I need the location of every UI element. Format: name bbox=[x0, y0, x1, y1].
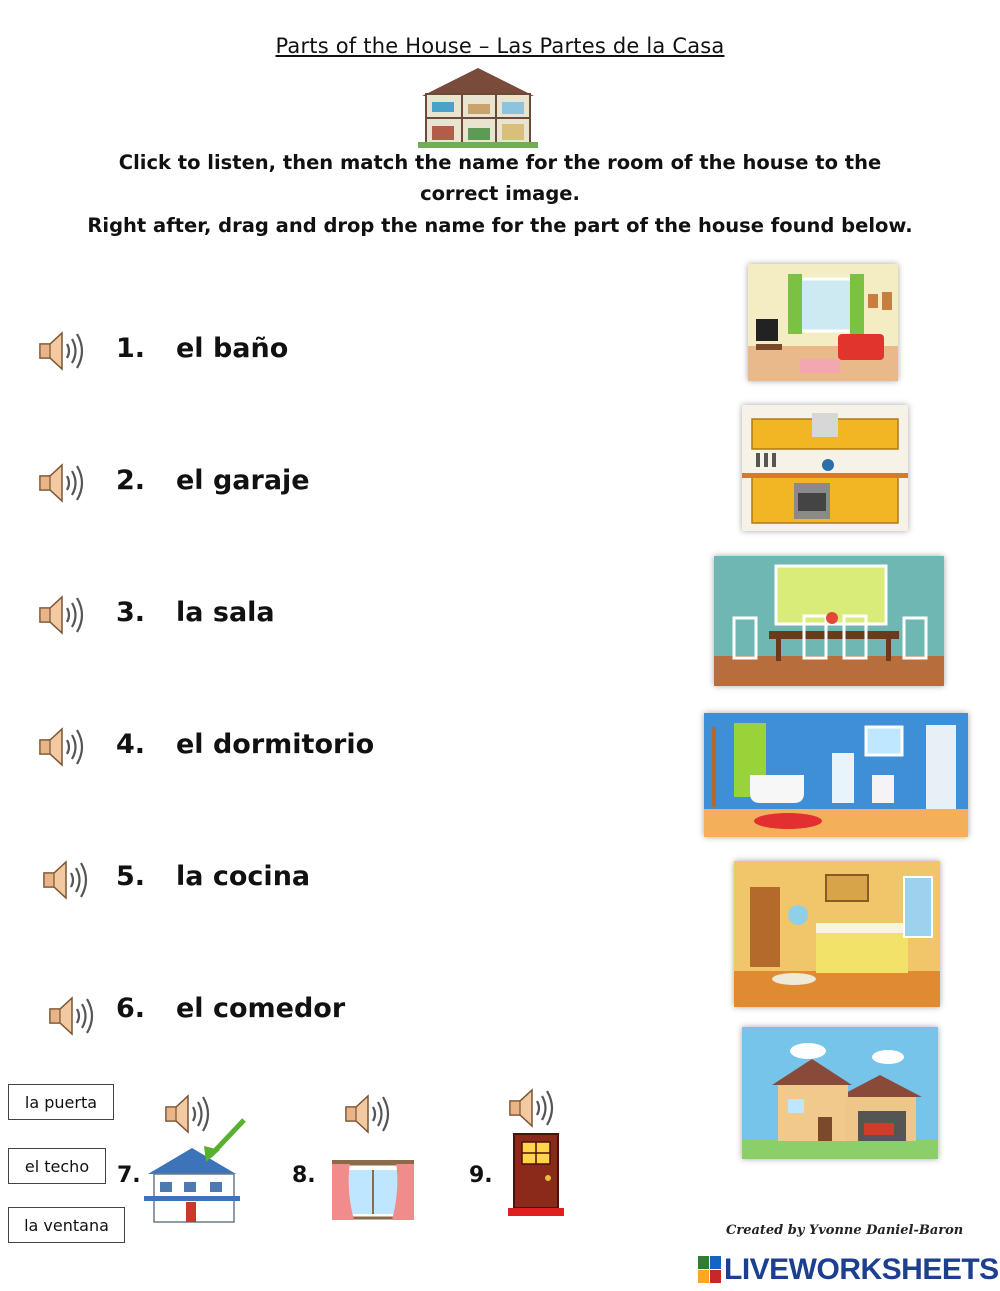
bathroom-image[interactable] bbox=[704, 713, 968, 837]
speaker-icon[interactable] bbox=[506, 1084, 560, 1132]
speaker-icon[interactable] bbox=[36, 327, 90, 375]
item-word[interactable]: el comedor bbox=[176, 993, 346, 1024]
item-number: 5. bbox=[116, 861, 146, 892]
speaker-icon[interactable] bbox=[36, 459, 90, 507]
page-title: Parts of the House – Las Partes de la Casa bbox=[275, 34, 725, 58]
item-number: 2. bbox=[116, 465, 146, 496]
item-number: 4. bbox=[116, 729, 146, 760]
part-number: 8. bbox=[292, 1163, 316, 1188]
instruction-line-3: Right after, drag and drop the name for the part of the house found below. bbox=[87, 214, 913, 237]
drag-tag-techo[interactable]: el techo bbox=[8, 1148, 106, 1184]
item-number: 3. bbox=[116, 597, 146, 628]
house-roof-arrow-image bbox=[140, 1118, 246, 1224]
item-word[interactable]: la cocina bbox=[176, 861, 311, 892]
house-cutaway-image bbox=[418, 66, 538, 148]
item-word[interactable]: la sala bbox=[176, 597, 275, 628]
instruction-line-2: correct image. bbox=[420, 182, 580, 205]
liveworksheets-logo-icon bbox=[698, 1256, 722, 1284]
drag-tag-ventana[interactable]: la ventana bbox=[8, 1207, 125, 1243]
house-exterior-image[interactable] bbox=[742, 1027, 938, 1159]
door-image bbox=[508, 1132, 564, 1218]
part-number: 9. bbox=[469, 1163, 493, 1188]
window-image bbox=[332, 1160, 414, 1224]
drag-tag-puerta[interactable]: la puerta bbox=[8, 1084, 114, 1120]
credit-text: Created by Yvonne Daniel-Baron bbox=[726, 1223, 964, 1238]
living-room-image[interactable] bbox=[748, 264, 898, 381]
dining-room-image[interactable] bbox=[714, 556, 944, 686]
speaker-icon[interactable] bbox=[40, 856, 94, 904]
speaker-icon[interactable] bbox=[36, 723, 90, 771]
speaker-icon[interactable] bbox=[342, 1090, 396, 1138]
item-word[interactable]: el garaje bbox=[176, 465, 310, 496]
item-word[interactable]: el baño bbox=[176, 333, 289, 364]
speaker-icon[interactable] bbox=[46, 992, 100, 1040]
liveworksheets-brand[interactable]: LIVEWORKSHEETS bbox=[724, 1253, 999, 1286]
part-number: 7. bbox=[117, 1163, 141, 1188]
item-word[interactable]: el dormitorio bbox=[176, 729, 375, 760]
item-number: 1. bbox=[116, 333, 146, 364]
item-number: 6. bbox=[116, 993, 146, 1024]
speaker-icon[interactable] bbox=[36, 591, 90, 639]
instruction-line-1: Click to listen, then match the name for the room of the house to the bbox=[118, 151, 882, 174]
kitchen-image[interactable] bbox=[742, 405, 908, 531]
bedroom-image[interactable] bbox=[734, 861, 940, 1007]
